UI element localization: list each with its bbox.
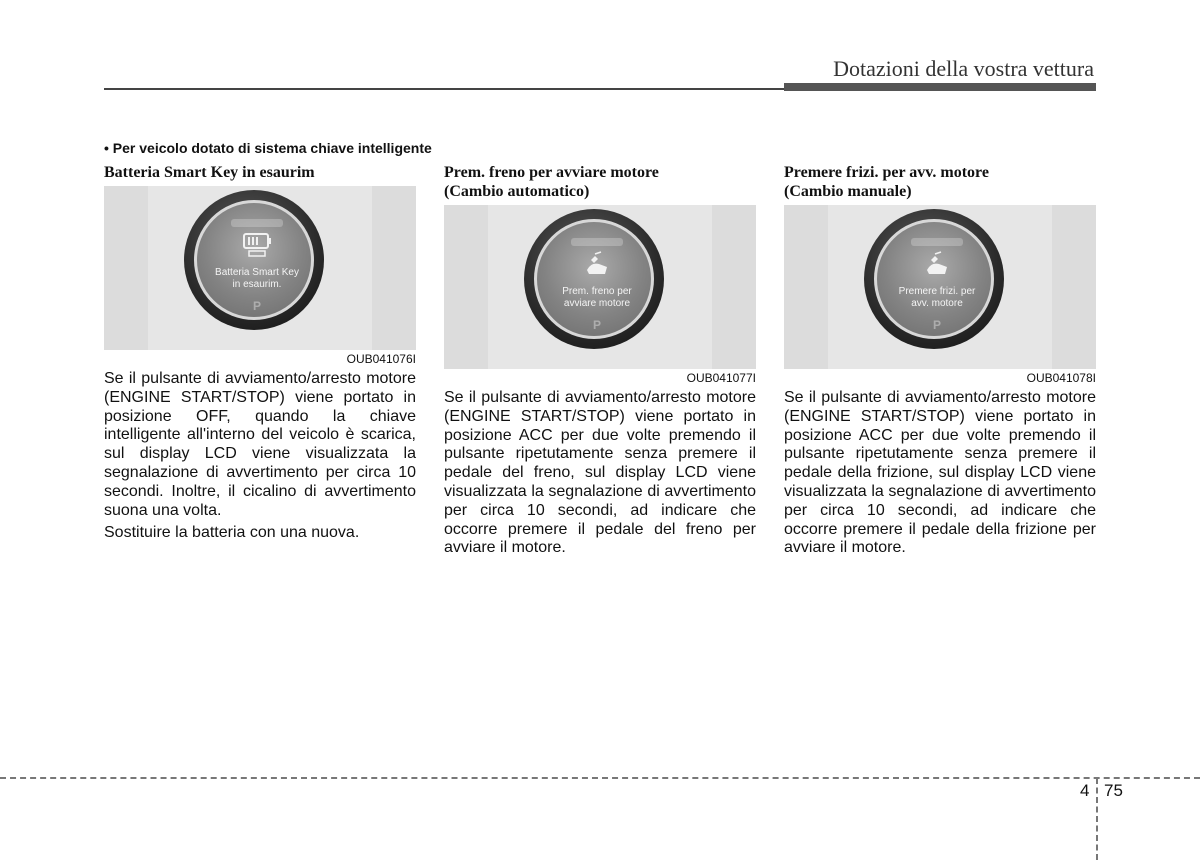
column-title-line: (Cambio manuale) <box>784 183 912 200</box>
lcd-message-line: avv. motore <box>911 298 963 309</box>
section-bullet-heading: • Per veicolo dotato di sistema chiave intelligente <box>104 140 432 156</box>
start-stop-button-bezel <box>184 190 324 330</box>
faint-gear-indicator: P <box>932 318 941 332</box>
lcd-message-line: Premere frizi. per <box>898 286 976 297</box>
lcd-message <box>547 286 647 310</box>
lcd-display-face <box>534 219 654 339</box>
figure-lcd-display <box>444 205 756 369</box>
faint-gear-indicator: P <box>592 318 601 332</box>
column-title-line: Premere frizi. per avv. motore <box>784 164 989 181</box>
lcd-display-face <box>194 200 314 320</box>
lcd-message-line: Batteria Smart Key <box>215 267 299 278</box>
lcd-message <box>887 286 987 310</box>
header-rule-accent <box>784 83 1096 91</box>
body-paragraph: Sostituire la batteria con una nuova. <box>104 524 360 542</box>
column-title <box>104 163 416 182</box>
page-number-separator <box>1096 778 1098 860</box>
chapter-number: 4 <box>1080 781 1090 800</box>
header-rule <box>104 88 784 90</box>
faint-odometer-text <box>911 238 963 246</box>
page-number: 75 <box>1104 781 1123 800</box>
body-paragraph: Se il pulsante di avviamento/arresto motore (ENGINE START/STOP) viene portato in posizione ACC per due volte premendo il pulsante ripetutamente senza premere il pedale del freno, sul display LCD viene visualizzata la segnalazione di avvertimento per circa 10 secondi, ad indicare che occorre premere il pedale del freno per avviare il motore. <box>444 389 756 557</box>
body-paragraph: Se il pulsante di avviamento/arresto motore (ENGINE START/STOP) viene portato in posizione OFF, quando la chiave intelligente all'interno del veicolo è scarica, sul display LCD viene visualizzata la segnalazione di avvertimento per circa 10 secondi. Inoltre, il cicalino di avvertimento suona una volta. <box>104 370 416 519</box>
figure-lcd-display <box>104 186 416 350</box>
column-title-line: (Cambio automatico) <box>444 183 590 200</box>
column-title-line: Batteria Smart Key in esaurim <box>104 164 315 181</box>
start-stop-button-bezel <box>864 209 1004 349</box>
lcd-message-line: avviare motore <box>563 298 631 309</box>
body-paragraph: Se il pulsante di avviamento/arresto motore (ENGINE START/STOP) viene portato in posizione ACC per due volte premendo il pulsante ripetutamente senza premere il pedale della frizione, sul display LCD viene visualizzata la segnalazione di avvertimento per circa 10 secondi, ad indicare che occorre premere il pedale della frizione per avviare il motore. <box>784 389 1096 557</box>
column-title <box>444 163 756 201</box>
battery-icon <box>241 231 273 259</box>
lcd-message <box>207 267 307 291</box>
faint-gear-indicator: P <box>252 299 261 313</box>
brake-pedal-icon <box>581 250 613 278</box>
start-stop-button-bezel <box>524 209 664 349</box>
figure-code: OUB041076I <box>346 352 416 366</box>
figure-code: OUB041077I <box>686 371 756 385</box>
clutch-pedal-icon <box>921 250 953 278</box>
figure-lcd-display <box>784 205 1096 369</box>
faint-odometer-text <box>571 238 623 246</box>
lcd-display-face <box>874 219 994 339</box>
lcd-message-line: Prem. freno per <box>562 286 632 297</box>
page-header-title: Dotazioni della vostra vettura <box>833 56 1094 81</box>
lcd-message-line: in esaurim. <box>232 279 282 290</box>
footer-dashed-rule <box>0 777 1200 779</box>
column-clutch-to-start <box>784 163 1096 558</box>
faint-odometer-text <box>231 219 283 227</box>
column-smart-key-battery <box>104 163 416 543</box>
column-brake-to-start <box>444 163 756 558</box>
column-title <box>784 163 1096 201</box>
column-title-line: Prem. freno per avviare motore <box>444 164 659 181</box>
figure-code: OUB041078I <box>1026 371 1096 385</box>
